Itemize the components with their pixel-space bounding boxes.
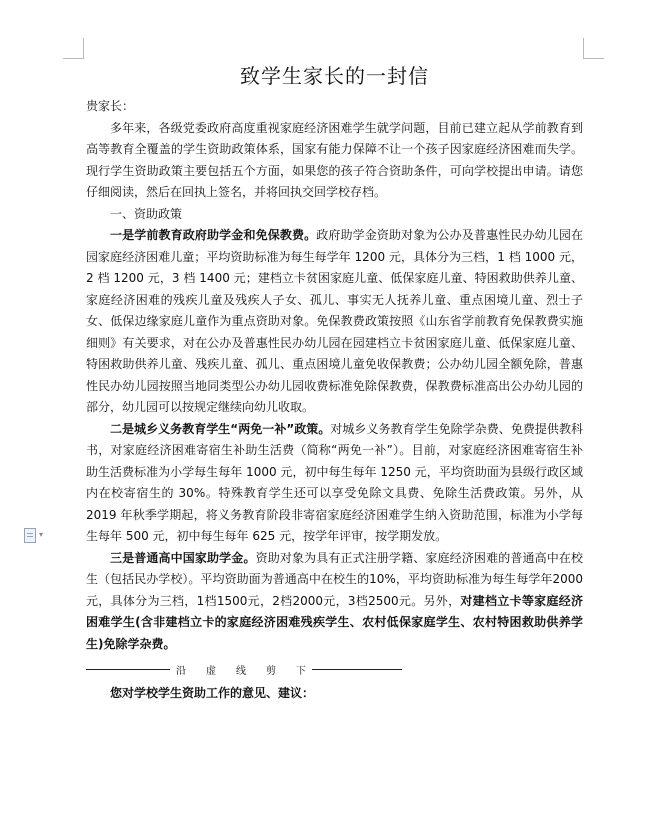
margin-doc-menu[interactable] [24,528,50,542]
document-page [86,62,583,705]
policy-3-body: 资助对象为具有正式注册学籍、家庭经济困难的普通高中在校生（包括民办学校）。平均资助面为普通高中在校生的10%，平均资助标准为每生每学年2000元，具体分为三档，1档1500元，2档2000元，3档2500元。另外， [86,550,583,608]
cut-line-text: 沿 虚 线 剪 下 [176,665,306,677]
cut-line-left [86,669,152,670]
cut-line-right [312,669,402,670]
cut-line-left-2 [152,669,170,670]
intro-paragraph: 多年来，各级党委政府高度重视家庭经济困难学生就学问题，目前已建立起从学前教育到高等教育全覆盖的学生资助政策体系，国家有能力保障不让一个孩子因家庭经济困难而失学。现行学生资助政策主要包括五个方面，如果您的孩子符合资助条件，可向学校提出申请。请您仔细阅读，然后在回执上签名，并将回执交回学校存档。 [86,120,583,199]
chevron-down-icon: ▾ [39,530,44,539]
policy-3-lead: 三是普通高中国家助学金。 [110,550,256,565]
policy-2-paragraph [86,419,583,548]
policy-2-body: 对城乡义务教育学生免除学杂费、免费提供教科书，对家庭经济困难寄宿生补助生活费（简称“两免一补”）。目前，对家庭经济困难寄宿生补助生活费标准为小学每生每年 1000 元，初中每生每年 1250 元，平均资助面为县级行政区域内在校寄宿生的 30%。特殊教育学生还可以享受免除文具费、免除生活费政策。另外，从 2019 年秋季学期起，将义务教育阶段非寄宿家庭经济困难学生纳入资助范围，标准为小学每生每年 500 元，初中每生每年 625 元，按学年评审，按学期发放。 [86,421,583,543]
cut-line [86,659,583,679]
policy-1-paragraph [86,225,583,419]
greeting: 贵家长： [86,99,135,113]
policy-1-lead: 一是学前教育政府助学金和免保教费。 [110,228,317,242]
document-title: 致学生家长的一封信 [240,64,429,88]
page-corner-mark-top-left [63,38,84,59]
policy-1-body: 政府助学金资助对象为公办及普惠性民办幼儿园在园家庭经济困难儿童；平均资助标准为每生每学年 1200 元，具体分为三档，1 档 1000 元，2 档 1200 元，3 档 1400 元；建档立卡贫困家庭儿童、低保家庭儿童、特困救助供养儿童、家庭经济困难的残疾儿童及残疾人子女、孤儿、事实无人抚养儿童、重点困境儿童、烈士子女、低保边缘家庭儿童作为重点资助对象。免保教费政策按照《山东省学前教育免保教费实施细则》有关要求，对在公办及普惠性民办幼儿园在园建档立卡贫困家庭儿童、低保家庭儿童、特困救助供养儿童、残疾儿童、孤儿、重点困境儿童免收保教费；公办幼儿园全额免除，普惠性民办幼儿园按照当地同类型公办幼儿园收费标准免除保教费，保教费标准高出公办幼儿园的部分，幼儿园可以按规定继续向幼儿收取。 [86,228,583,414]
page-corner-mark-top-right [583,38,604,59]
feedback-prompt: 您对学校学生资助工作的意见、建议： [110,686,315,700]
policy-3-paragraph [86,548,583,656]
section-heading: 一、资助政策 [110,206,183,221]
policy-3-bold-tail: 对建档立卡等家庭经济困难学生(含非建档立卡的家庭经济困难残疾学生、农村低保家庭学生、农村特困救助供养学生)免除学杂费。 [86,593,583,651]
document-icon [24,528,36,543]
policy-2-lead: 二是城乡义务教育学生“两免一补”政策。 [110,421,331,436]
